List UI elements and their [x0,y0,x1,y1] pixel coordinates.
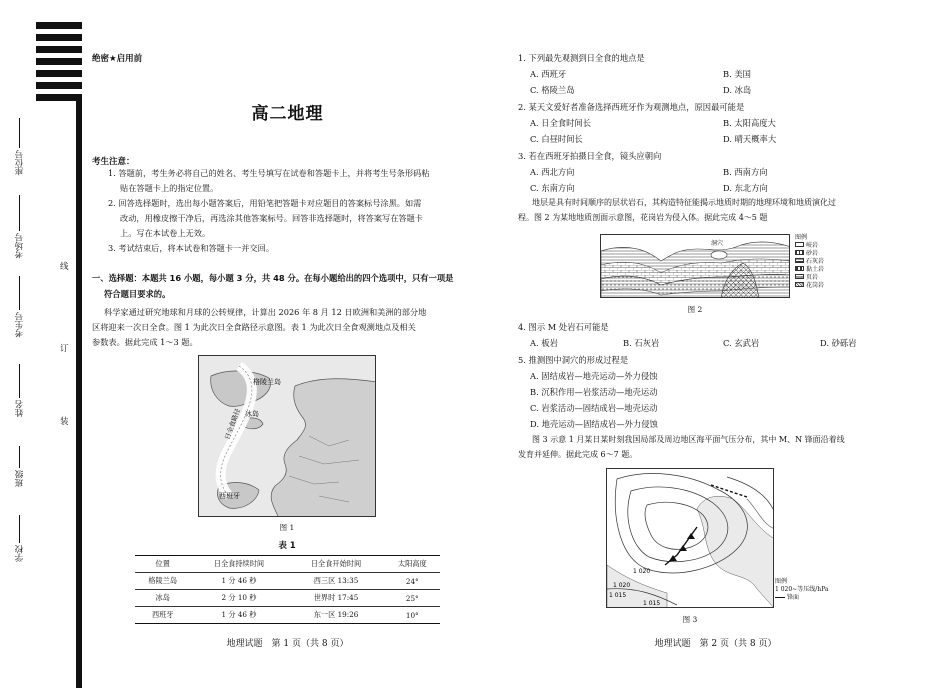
notice-line: 1. 答题前，考生务必将自己的姓名、考生号填写在试卷和答题卡上，并将考生号条形码粘 [108,168,430,178]
option: C. 东南方向 [530,183,575,193]
figure-3-pressure-map [606,468,774,608]
table-cell: 24° [385,573,440,590]
table-row [135,607,440,624]
candidate-number-label: 考生号 [15,312,25,338]
exam-room-label: 考场号 [15,233,25,259]
figure-3-caption: 图 3 [682,615,698,624]
isobar-label: 1 020 [633,568,651,575]
isobar-label: 1 020 [613,582,631,589]
option: A. 板岩 [530,338,558,348]
intro-line: 地层是具有时间顺序的层状岩石，其构造特征能揭示地质时期的地理环境和地质演化过 [532,198,836,207]
notice-heading: 考生注意： [92,157,135,167]
table-header: 日全食开始时间 [287,556,384,573]
table-1 [135,555,440,624]
option: B. 美国 [723,69,751,79]
section-heading-cont: 符合题目要求的。 [104,289,171,299]
figure-1-map [198,355,376,517]
barcode-bar [36,58,82,65]
barcode-bar [36,82,82,89]
table-cell: 格陵兰岛 [135,573,190,590]
binding-strip [0,0,82,688]
table-row [135,573,440,590]
option: B. 西南方向 [723,167,768,177]
binding-mark-zhuang: 装 [60,417,69,427]
option: C. 格陵兰岛 [530,85,575,95]
legend-item: 页岩 [795,274,855,282]
figure-1-caption: 图 1 [279,523,295,532]
left-page [90,0,485,688]
page-footer: 地理试题 第 2 页（共 8 页） [654,639,777,649]
option: C. 玄武岩 [723,338,760,348]
table-header: 日全食持续时间 [190,556,287,573]
class-label: 班级 [15,470,25,487]
question-2: 2. 某天文爱好者准备选择西班牙作为观测地点，原因最可能是 [518,102,745,112]
question-5: 5. 推测图中洞穴的形成过程是 [518,355,629,365]
table-cell: 西三区 13:35 [287,573,384,590]
table-header: 位置 [135,556,190,573]
notice-line: 贴在答题卡上的指定位置。 [120,183,219,193]
table-cell: 冰岛 [135,590,190,607]
table-cell: 1 分 46 秒 [190,573,287,590]
table-1-title: 表 1 [278,541,296,551]
legend-item: 石灰岩 [795,258,855,266]
question-1: 1. 下列最先观测到日全食的地点是 [518,53,645,63]
isobar-label: 1 015 [609,592,627,599]
iceland-label: 冰岛 [245,410,259,418]
option: D. 砂砾岩 [820,338,857,348]
legend-item: 黏土岩 [795,266,855,274]
option: A. 日全食时间长 [530,118,592,128]
option: A. 西班牙 [530,69,567,79]
intro-line: 区将迎来一次日全食。图 1 为此次日全食路径示意图。表 1 为此次日全食观测地点及相关 [92,322,416,332]
figure-2-cross-section [600,234,790,298]
option: D. 冰岛 [723,85,752,95]
greenland-label: 格陵兰岛 [253,378,281,386]
intro-line: 程。图 2 为某地地质剖面示意图，花岗岩为侵入体。据此完成 4～5 题 [518,213,768,222]
table-cell: 东一区 19:26 [287,607,384,624]
section-heading: 一、选择题：本题共 16 小题，每小题 3 分，共 48 分。在每小题给出的四个选项中，只有一项是 [92,273,454,283]
barcode-bar [36,22,82,29]
figure-2-caption: 图 2 [687,305,703,314]
right-page [518,0,913,688]
table-cell: 25° [385,590,440,607]
barcode-bar [36,34,82,41]
table-header-row [135,556,440,573]
table-row [135,590,440,607]
question-4: 4. 图示 M 处岩石可能是 [518,322,609,332]
legend-title: 图例 [795,234,808,241]
legend-item: 岐岩 [795,242,855,250]
intro-line: 图 3 示意 1 月某日某时刻我国局部及周边地区海平面气压分布，其中 M、N 锋面沿着线 [532,435,845,444]
option: B. 太阳高度大 [723,118,776,128]
table-cell: 1 分 46 秒 [190,607,287,624]
table-cell: 10° [385,607,440,624]
intro-line: 发育并延伸。据此完成 6～7 题。 [518,450,638,459]
legend-front: 锋面 [775,594,850,602]
notice-line: 3. 考试结束后，将本试卷和答题卡一并交回。 [108,243,274,253]
secret-mark: 绝密★启用前 [92,54,143,64]
page-footer: 地理试题 第 1 页（共 8 页） [226,639,349,649]
option: B. 沉积作用—岩浆活动—地壳运动 [530,387,658,397]
option: A. 固结成岩—地壳运动—外力侵蚀 [530,371,658,381]
seat-number-label: 座位号 [15,150,25,176]
page-title: 高二地理 [251,104,324,124]
option: C. 白昼时间长 [530,134,583,144]
school-label: 学校 [15,545,25,562]
binding-spine [76,100,82,688]
legend-item: 砂岩 [795,250,855,258]
legend-title: 图例 [775,578,788,585]
cave-label: 洞穴 [711,240,724,247]
table-header: 太阳高度 [385,556,440,573]
binding-mark-ding: 订 [60,344,69,354]
legend-isobar: 1 020~等压线/hPa [775,586,829,593]
figure-3-legend [775,578,850,602]
intro-line: 参数表。据此完成 1～3 题。 [92,337,198,347]
option: D. 东北方向 [723,183,768,193]
intro-line: 科学家通过研究地球和月球的公转规律，计算出 2026 年 8 月 12 日欧洲和美洲的部分地 [104,307,427,317]
binding-mark-xian: 线 [60,262,69,272]
question-3: 3. 若在西班牙拍摄日全食，镜头应朝向 [518,151,662,161]
barcode-bar [36,46,82,53]
option: C. 岩浆活动—固结成岩—地壳运动 [530,403,658,413]
option: D. 晴天概率大 [723,134,777,144]
notice-line: 改动，用橡皮擦干净后，再选涂其他答案标号。回答非选择题时，将答案写在答题卡 [120,213,423,223]
legend-item: 花岗岩 [795,282,855,290]
isobar-label: 1 015 [643,600,661,607]
table-cell: 世界时 17:45 [287,590,384,607]
name-label: 姓名 [15,400,25,417]
notice-line: 上。写在本试卷上无效。 [120,228,211,238]
barcode-bar [36,70,82,77]
option: A. 西北方向 [530,167,575,177]
spain-label: 西班牙 [219,492,240,500]
figure-2-legend [795,234,855,290]
table-cell: 2 分 10 秒 [190,590,287,607]
notice-line: 2. 回答选择题时，选出每小题答案后，用铅笔把答题卡对应题目的答案标号涂黑。如需 [108,198,422,208]
table-cell: 西班牙 [135,607,190,624]
option: B. 石灰岩 [623,338,660,348]
totality-path-label: 日全食路径 [223,407,242,441]
option: D. 地壳运动—固结成岩—外力侵蚀 [530,419,658,429]
